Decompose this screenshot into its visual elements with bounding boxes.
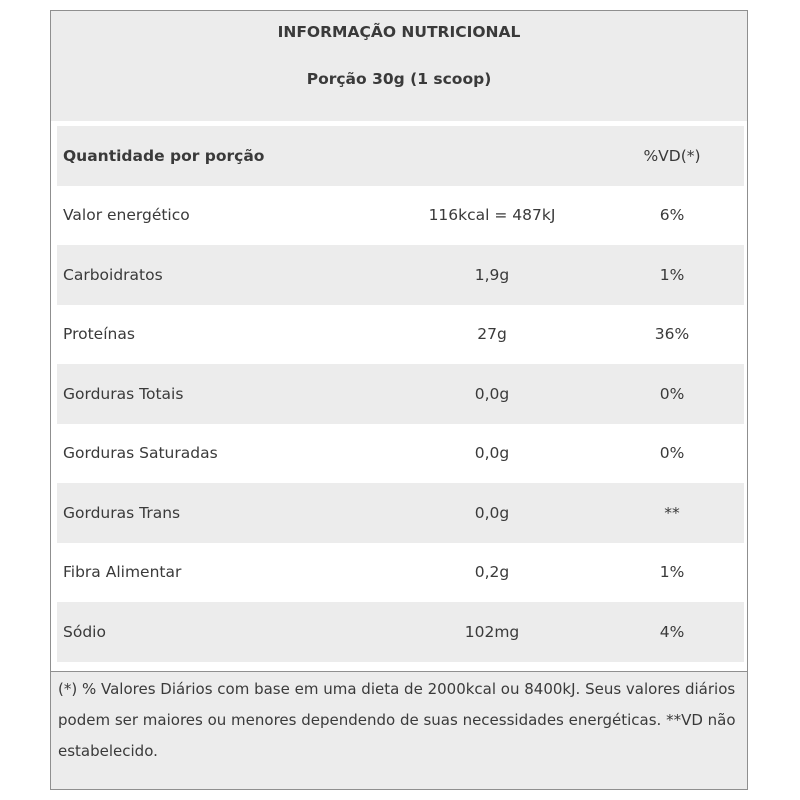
nutrient-dv: 36% bbox=[654, 325, 690, 344]
column-header-dv: %VD(*) bbox=[643, 146, 701, 165]
table-row bbox=[57, 424, 744, 484]
nutrient-name: Carboidratos bbox=[63, 265, 163, 284]
nutrient-dv: 6% bbox=[659, 206, 685, 225]
table-row bbox=[57, 364, 744, 424]
nutrition-header bbox=[51, 11, 747, 122]
nutrition-title: INFORMAÇÃO NUTRICIONAL bbox=[277, 23, 521, 41]
footnote: (*) % Valores Diários com base em uma dieta de 2000kcal ou 8400kJ. Seus valores diários podem ser maiores ou menores dependendo de suas necessidades energéticas. **VD não estabelecido. bbox=[58, 680, 736, 760]
table-row bbox=[57, 543, 744, 603]
nutrient-amount: 0,0g bbox=[474, 384, 510, 403]
nutrient-amount: 102mg bbox=[464, 622, 520, 641]
nutrient-amount: 116kcal = 487kJ bbox=[428, 206, 556, 225]
nutrient-amount: 0,0g bbox=[474, 503, 510, 522]
column-header-quantity: Quantidade por porção bbox=[63, 146, 265, 165]
nutrient-amount: 27g bbox=[477, 325, 507, 344]
nutrient-dv: 0% bbox=[659, 444, 685, 463]
nutrient-name: Valor energético bbox=[63, 206, 190, 225]
nutrient-dv: 1% bbox=[659, 563, 685, 582]
table-row bbox=[57, 483, 744, 543]
serving-size: Porção 30g (1 scoop) bbox=[306, 70, 492, 88]
nutrient-amount: 1,9g bbox=[474, 265, 510, 284]
nutrient-amount: 0,0g bbox=[474, 444, 510, 463]
table-row bbox=[57, 602, 744, 662]
table-row bbox=[57, 245, 744, 305]
nutrient-dv: 1% bbox=[659, 265, 685, 284]
nutrient-name: Fibra Alimentar bbox=[63, 563, 182, 582]
table-header-row bbox=[57, 126, 744, 186]
nutrient-dv: 4% bbox=[659, 622, 685, 641]
nutrient-name: Gorduras Trans bbox=[63, 503, 181, 522]
nutrient-name: Sódio bbox=[63, 622, 106, 641]
table-row bbox=[57, 305, 744, 365]
nutrition-facts-panel bbox=[50, 10, 748, 790]
nutrient-name: Gorduras Saturadas bbox=[63, 444, 218, 463]
nutrient-dv: 0% bbox=[659, 384, 685, 403]
nutrition-table bbox=[51, 121, 747, 672]
table-row bbox=[57, 186, 744, 246]
nutrient-name: Gorduras Totais bbox=[63, 384, 184, 403]
nutrient-name: Proteínas bbox=[63, 325, 135, 344]
nutrient-dv: ** bbox=[664, 503, 680, 522]
nutrient-amount: 0,2g bbox=[474, 563, 510, 582]
